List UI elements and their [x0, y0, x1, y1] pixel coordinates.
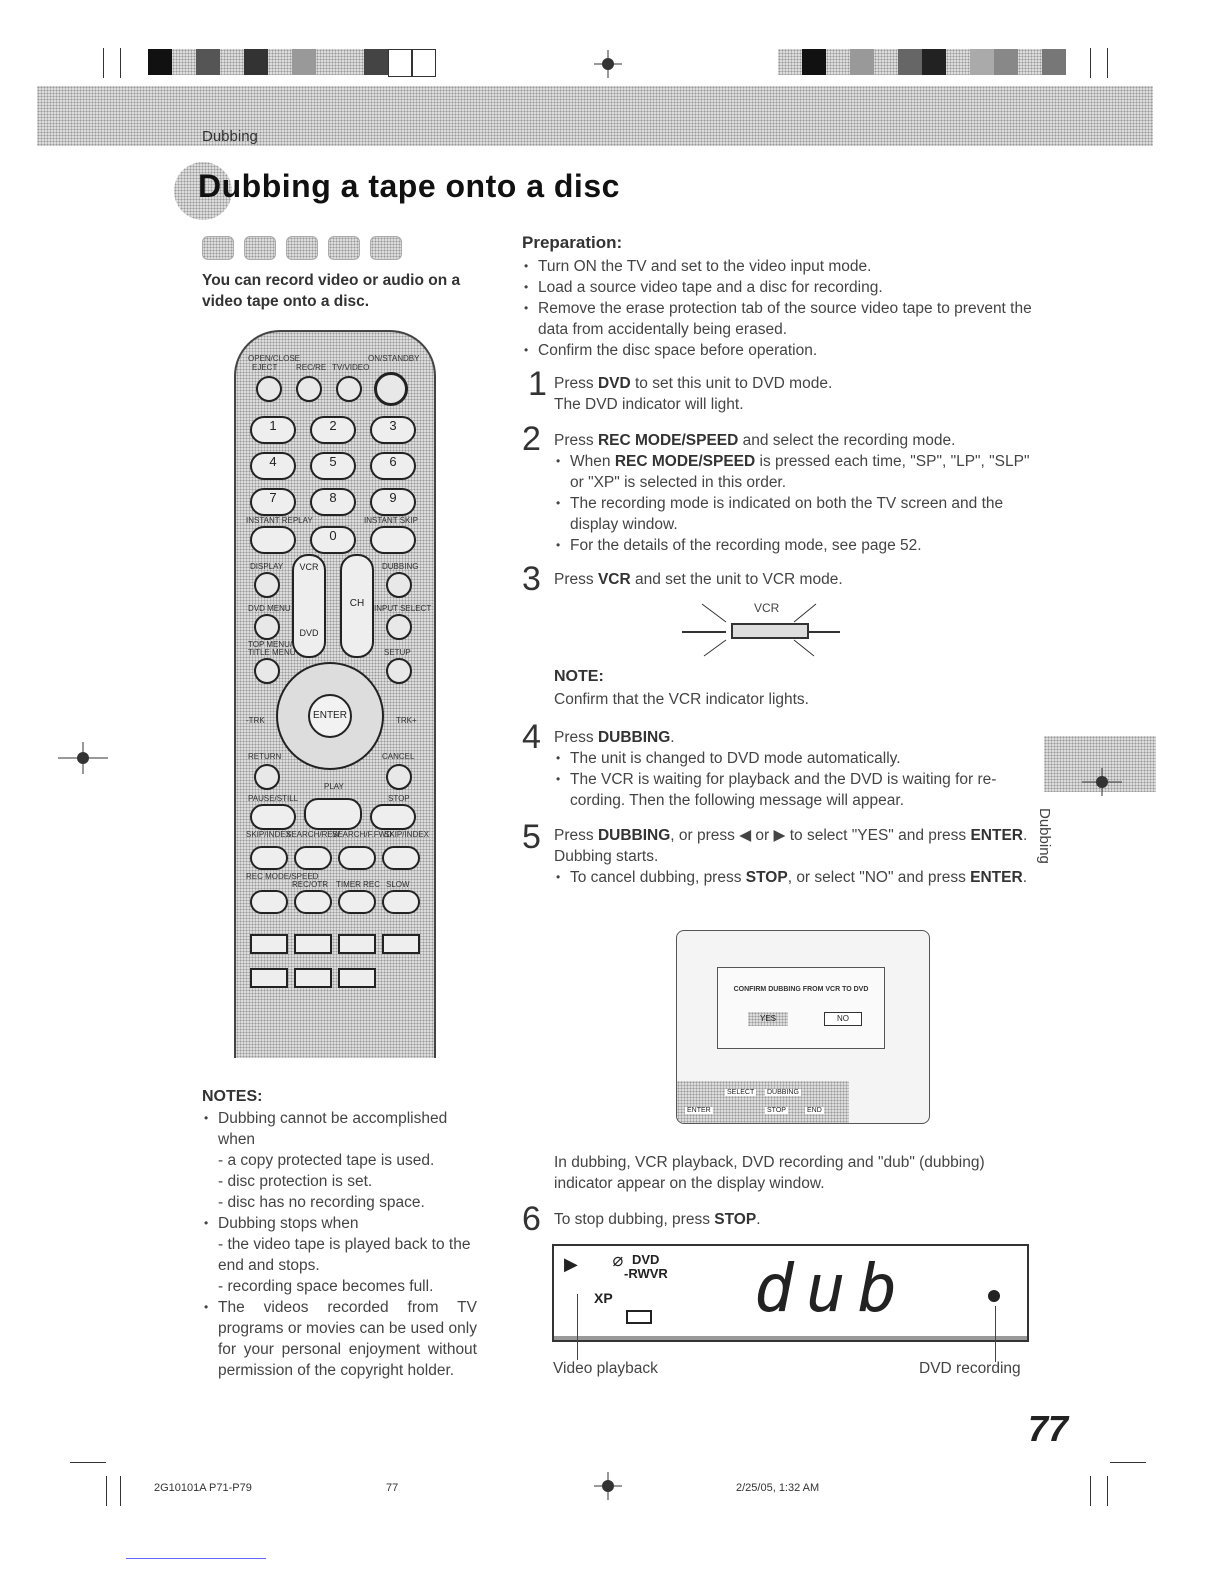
vcd-icon [328, 236, 360, 260]
digit-0-button: 0 [310, 526, 356, 554]
remote-label: DVD MENU [248, 604, 291, 613]
dubbing-button [386, 572, 412, 598]
note-sub: - the video tape is played back to the end and stops. [218, 1236, 471, 1274]
segment-display: dub [754, 1250, 910, 1327]
step-1: Press DVD to set this unit to DVD mode. The DVD indicator will light. [554, 375, 833, 413]
tv-video-button [336, 376, 362, 402]
callout-line [577, 1294, 578, 1360]
cassette-icon [626, 1310, 652, 1324]
notes-title: NOTES: [202, 1088, 263, 1105]
nav-label: SELECT [727, 1089, 755, 1096]
crop-mark [120, 1476, 121, 1506]
digit-3-button: 3 [370, 416, 416, 444]
play-button [304, 798, 362, 830]
remote-label: INSTANT SKIP [364, 516, 418, 525]
zoom-button [250, 968, 288, 988]
step-number: 3 [522, 560, 541, 598]
stop-button [370, 804, 416, 830]
page-number: 77 [1028, 1408, 1069, 1449]
intro-text: You can record video or audio on a video tape onto a disc. [202, 272, 461, 310]
yes-button: YES [748, 1012, 788, 1026]
dvd-rw-icon [202, 236, 234, 260]
digit-8-button: 8 [310, 488, 356, 516]
video-playback-label: Video playback [553, 1360, 658, 1377]
remote-label: SKIP/INDEX [384, 830, 429, 839]
front-display-window [552, 1244, 1029, 1342]
crop-mark [1107, 48, 1108, 78]
rewind-button [294, 846, 332, 870]
skip-back-button [250, 846, 288, 870]
remote-label: RETURN [248, 752, 282, 761]
remote-label: STOP [388, 794, 410, 803]
registration-mark-icon [58, 738, 108, 778]
note-item: • The videos recorded from TV programs or movies can be used only for your personal enjoyment without permission of the copyright holder. [202, 1297, 477, 1381]
crop-mark [106, 1476, 107, 1506]
tv-screen-illustration [676, 930, 930, 1124]
open-close-button [256, 376, 282, 402]
fast-forward-button [338, 846, 376, 870]
confirm-dialog [717, 967, 885, 1049]
preparation-item: • Confirm the disc space before operation. [522, 340, 1042, 361]
notes-list [202, 1108, 477, 1381]
side-tab-label: Dubbing [1036, 808, 1053, 864]
digit-5-button: 5 [310, 452, 356, 480]
step-number: 2 [522, 420, 541, 458]
step-4: Press DUBBING. • The unit is changed to DVD mode automatically. • The VCR is waiting for playback and the DVD is waiting for re-cording. Then the following message will appear. [554, 727, 1040, 811]
footer-file: 2G10101A P71-P79 [154, 1482, 252, 1494]
vcr-dvd-switch [292, 554, 326, 658]
skip-forward-button [382, 846, 420, 870]
footer-timestamp: 2/25/05, 1:32 AM [736, 1482, 820, 1494]
digit-2-button: 2 [310, 416, 356, 444]
disc-icon: ⌀ [612, 1250, 623, 1270]
step-3: Press VCR and set the unit to VCR mode. [554, 571, 843, 588]
remote-label: PAUSE/STILL [248, 794, 299, 803]
dialog-message: CONFIRM DUBBING FROM VCR TO DVD [733, 986, 869, 993]
power-button [374, 372, 408, 406]
crop-mark [1110, 1462, 1146, 1463]
crop-mark [120, 48, 121, 78]
registration-mark-icon [594, 1472, 622, 1500]
remote-label: OPEN/CLOSE [248, 354, 301, 363]
link-underline [126, 1558, 266, 1559]
footer-page: 77 [386, 1482, 399, 1494]
xp-indicator: XP [594, 1290, 613, 1306]
step-6: To stop dubbing, press STOP. [554, 1211, 761, 1228]
pause-still-button [250, 804, 296, 830]
preparation-item: • Remove the erase protection tab of the source video tape to prevent the data from accidentally being erased. [522, 298, 1042, 340]
remote-label: REC/RE [296, 363, 327, 372]
note-item: • Dubbing cannot be accomplished when - a copy protected tape is used. - disc protection is set. - disc has no recording space. [202, 1108, 477, 1213]
rec-button [296, 376, 322, 402]
remote-label: CANCEL [382, 752, 415, 761]
digit-9-button: 9 [370, 488, 416, 516]
step-5: Press DUBBING, or press ◀ or ▶ to select "YES" and press ENTER. Dubbing starts. • To cancel dubbing, press STOP, or select "NO" and press ENTER. [554, 825, 1040, 888]
remote-label: SLOW [386, 880, 410, 889]
remote-label: DUBBING [382, 562, 419, 571]
remote-label: PLAY [324, 782, 344, 791]
remote-label: ON/STANDBY [368, 354, 420, 363]
remote-label: INPUT SELECT [374, 604, 432, 613]
digit-6-button: 6 [370, 452, 416, 480]
remote-label: DISPLAY [250, 562, 284, 571]
step-number: 5 [522, 818, 541, 856]
note-sub: - recording space becomes full. [218, 1278, 434, 1295]
section-tab: Dubbing [202, 128, 258, 145]
screen-nav-bar [677, 1081, 849, 1123]
rec-mode-button [250, 890, 288, 914]
dvd-video-icon [286, 236, 318, 260]
step-number: 4 [522, 718, 541, 756]
remote-label: TRK+ [396, 716, 417, 725]
subtitle-button [338, 934, 376, 954]
instant-replay-button [250, 526, 296, 554]
preparation-item: • Turn ON the TV and set to the video input mode. [522, 256, 1042, 277]
preparation-item: • Load a source video tape and a disc for recording. [522, 277, 1042, 298]
nav-label: STOP [767, 1107, 786, 1114]
cd-icon [370, 236, 402, 260]
nav-label: ENTER [687, 1107, 711, 1114]
step-number: 1 [528, 365, 547, 403]
no-button: NO [824, 1012, 862, 1026]
remote-label: SKIP/INDEX [246, 830, 291, 839]
rec-otr-button [294, 890, 332, 914]
registration-mark-icon [594, 50, 622, 78]
dvd-indicator: DVD [632, 1252, 660, 1267]
enter-button: ENTER [308, 694, 352, 738]
page-title: Dubbing a tape onto a disc [198, 168, 620, 204]
dvd-r-icon [244, 236, 276, 260]
preparation-list [522, 256, 1042, 361]
vcr-label: VCR [299, 562, 319, 572]
angle-button [250, 934, 288, 954]
play-indicator-icon: ▶ [564, 1254, 578, 1274]
note-sub: - disc has no recording space. [218, 1194, 425, 1211]
dvd-label: DVD [299, 628, 319, 638]
crop-mark [1107, 1476, 1108, 1506]
registration-mark-icon [1082, 768, 1122, 796]
remote-label: REC/OTR [292, 880, 328, 889]
remote-label: TV/VIDEO [332, 363, 370, 372]
dvd-menu-button [254, 614, 280, 640]
repeat-button [338, 968, 376, 988]
recording-dot-icon [988, 1290, 1000, 1302]
remote-label: TOP MENU/ [248, 640, 293, 649]
remote-label: REC MODE/SPEED [246, 872, 319, 881]
display-window-description: In dubbing, VCR playback, DVD recording and "dub" (dubbing) indicator appear on the display window. [554, 1154, 985, 1192]
remote-label: SEARCH/REW [286, 830, 341, 839]
digit-7-button: 7 [250, 488, 296, 516]
return-button [254, 764, 280, 790]
ab-repeat-button [294, 968, 332, 988]
note-item: • Dubbing stops when - the video tape is played back to the end and stops. - recording space becomes full. [202, 1213, 477, 1297]
channel-rocker: CH [340, 554, 374, 658]
callout-line [995, 1306, 996, 1362]
timer-rec-button [338, 890, 376, 914]
vcr-indicator-label: VCR [754, 601, 780, 615]
clock-button [382, 934, 420, 954]
slow-button [382, 890, 420, 914]
disc-type-icons [202, 236, 412, 265]
nav-label: END [807, 1107, 822, 1114]
crop-mark [1090, 48, 1091, 78]
remote-label: TIMER REC [336, 880, 380, 889]
dvd-recording-label: DVD recording [919, 1360, 1021, 1377]
step-2: Press REC MODE/SPEED and select the recording mode. • When REC MODE/SPEED is pressed each time, "SP", "LP", "SLP" or "XP" is selected in this order. • The recording mode is indicated on both the TV screen and the display window. • For the details of the recording mode, see page 52. [554, 430, 1040, 556]
cancel-button [386, 764, 412, 790]
step-number: 6 [522, 1200, 541, 1238]
remote-label: SEARCH/F.FWD [332, 830, 392, 839]
remote-label: EJECT [252, 363, 278, 372]
crop-mark [103, 48, 104, 78]
preparation-title: Preparation: [522, 233, 623, 252]
digit-1-button: 1 [250, 416, 296, 444]
note-sub: - disc protection is set. [218, 1173, 373, 1190]
note-sub: - a copy protected tape is used. [218, 1152, 435, 1169]
instant-skip-button [370, 526, 416, 554]
remote-label: -TRK [246, 716, 265, 725]
crop-mark [1090, 1476, 1091, 1506]
remote-label: SETUP [384, 648, 411, 657]
remote-label: INSTANT REPLAY [246, 516, 313, 525]
crop-mark [70, 1462, 106, 1463]
remote-control [234, 330, 436, 1058]
display-button [254, 572, 280, 598]
setup-button [386, 658, 412, 684]
audio-button [294, 934, 332, 954]
note-text: Confirm that the VCR indicator lights. [554, 691, 809, 708]
note-title: NOTE: [554, 668, 604, 685]
input-select-button [386, 614, 412, 640]
rwvr-indicator: -RWVR [624, 1266, 668, 1281]
digit-4-button: 4 [250, 452, 296, 480]
top-menu-button [254, 658, 280, 684]
remote-label: TITLE MENU [248, 648, 296, 657]
nav-label: DUBBING [767, 1089, 799, 1096]
